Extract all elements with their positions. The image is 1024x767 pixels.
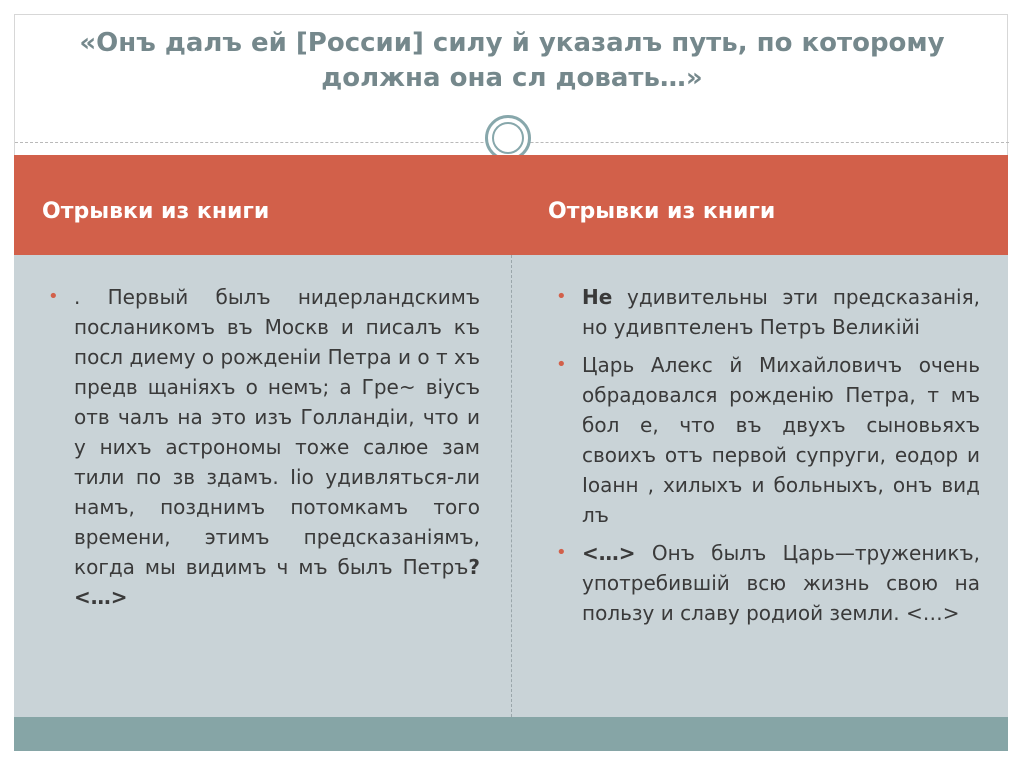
list-item [48,282,480,612]
item-text: удивительны эти предсказанія, но удивптеленъ Петръ Великійі [582,285,980,339]
title-line-1: «Онъ далъ ей [России] силу й указалъ путь, по которому [79,28,945,58]
list-item [556,350,980,530]
footer-band [14,717,1008,751]
item-text: . Первый былъ нидерландскимъ посланикомъ въ Москв и писалъ къ посл диему о рожденіи Петра и о т хъ предв щаніяхъ о немъ; а Гре~ віусъ отв чалъ на это изъ Голландіи, что и у нихъ астрономы тоже салюе зам тили по зв здамъ. Ііо удивляться-ли намъ, позднимъ потомкамъ того времени, этимъ предсказаніямъ, когда мы видимъ ч мъ былъ Петръ [74,285,480,579]
list-item [556,538,980,628]
slide-title [60,26,964,96]
right-column-heading: Отрывки из книги [548,199,776,224]
column-divider [511,255,512,717]
item-text: Царь Алекс й Михайловичъ очень обрадовался рожденію Петра, т мъ бол е, что въ двухъ сыновьяхъ своихъ отъ первой супруги, еодор и Іоанн , хилыхъ и больныхъ, онъ вид лъ [582,353,980,527]
item-tail: ? <…> [74,555,480,609]
item-lead: Не [582,285,613,309]
title-line-2: должна она сл довать…» [321,63,703,93]
ornament-inner-ring-icon [492,122,524,154]
left-column [48,282,480,620]
list-item [556,282,980,342]
left-bullet-list [48,282,480,612]
item-text: Онъ былъ Царь—труженикъ, употребившій всю жизнь свою на пользу и славу родиой земли. <…> [582,541,980,625]
item-lead: <…> [582,541,636,565]
right-bullet-list [556,282,980,628]
right-column [556,282,980,636]
left-column-heading: Отрывки из книги [42,199,270,224]
